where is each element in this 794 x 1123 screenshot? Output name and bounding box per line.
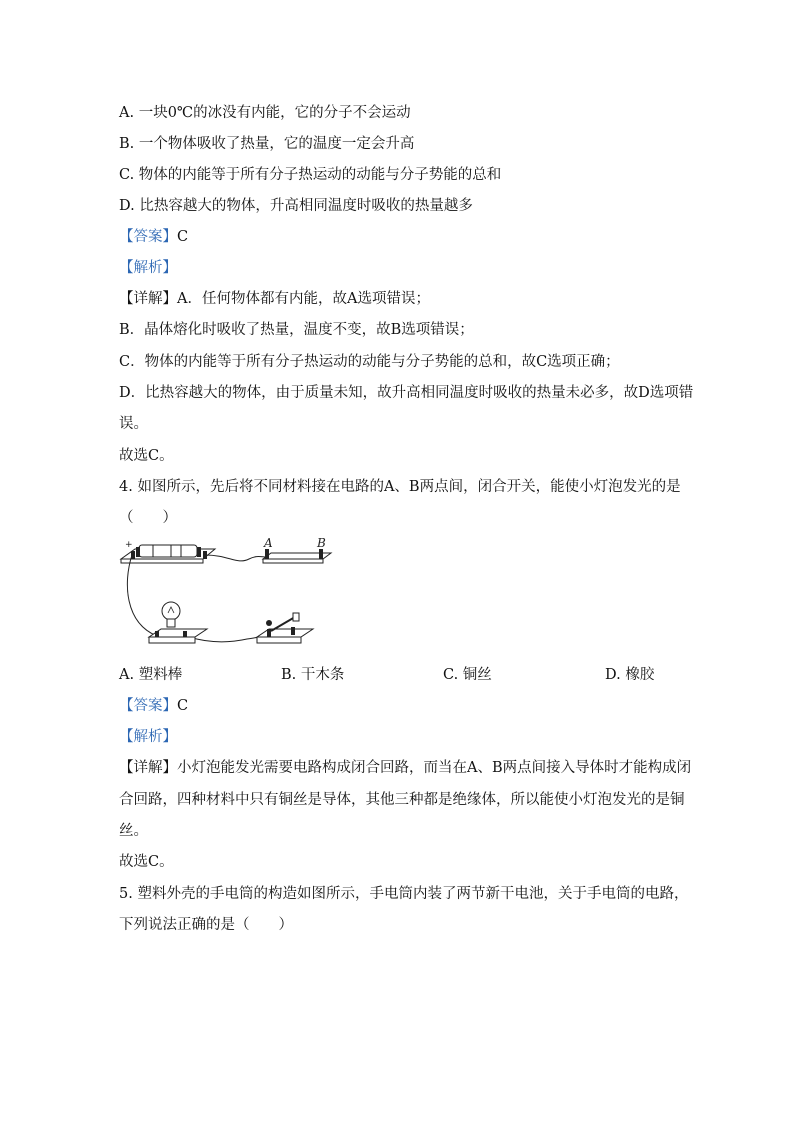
q3-analysis-tag: 【解析】 xyxy=(119,260,177,276)
q4-option-d: D. 橡胶 xyxy=(605,667,655,683)
answer-value: C xyxy=(177,229,189,245)
battery-board xyxy=(121,540,215,563)
q3-detail-line-4: D．比热容越大的物体，由于质量未知，故升高相同温度时吸收的热量未必多，故D选项错 xyxy=(119,385,694,401)
q4-option-a: A. 塑料棒 xyxy=(119,667,183,683)
wire-battery-lamp xyxy=(127,555,157,636)
q5-stem-line-1: 5. 塑料外壳的手电筒的构造如图所示，手电筒内装了两节新干电池，关于手电筒的电路， xyxy=(119,886,689,902)
q4-detail-line-3: 丝。 xyxy=(119,823,148,839)
q4-option-b: B. 干木条 xyxy=(281,667,345,683)
detail-text: 小灯泡能发光需要电路构成闭合回路，而当在A、B两点间接入导体时才能构成闭 xyxy=(177,760,692,776)
q4-detail-line-1 xyxy=(119,759,691,777)
q3-conclusion: 故选C。 xyxy=(119,448,174,464)
q4-detail-line-2: 合回路，四种材料中只有铜丝是导体，其他三种都是绝缘体，所以能使小灯泡发光的是铜 xyxy=(119,792,685,808)
q3-option-d: D. 比热容越大的物体，升高相同温度时吸收的热量越多 xyxy=(119,198,473,214)
q3-answer-line xyxy=(119,228,188,246)
q3-option-c: C. 物体的内能等于所有分子热运动的动能与分子势能的总和 xyxy=(119,167,502,183)
circuit-figure xyxy=(119,533,334,655)
q4-analysis-tag: 【解析】 xyxy=(119,729,177,745)
q3-detail-line-3: C．物体的内能等于所有分子热运动的动能与分子势能的总和，故C选项正确； xyxy=(119,354,620,370)
ab-board xyxy=(263,536,331,563)
q3-option-a: A. 一块0℃的冰没有内能，它的分子不会运动 xyxy=(119,105,411,121)
detail-tag: 【详解】 xyxy=(119,291,177,307)
label-a: A xyxy=(264,536,273,550)
q3-detail-line-1 xyxy=(119,290,430,308)
q4-stem-line-2: （ ） xyxy=(119,510,177,526)
q4-conclusion: 故选C。 xyxy=(119,854,174,870)
plus-sign: + xyxy=(125,540,133,550)
detail-text: A．任何物体都有内能，故A选项错误； xyxy=(177,291,430,307)
detail-tag: 【详解】 xyxy=(119,760,177,776)
switch-board xyxy=(257,613,313,643)
lamp-board xyxy=(149,602,207,643)
q4-answer-line xyxy=(119,697,188,715)
q3-detail-line-2: B．晶体熔化时吸收了热量，温度不变，故B选项错误； xyxy=(119,322,474,338)
label-b: B xyxy=(317,536,326,550)
q4-stem-line-1: 4. 如图所示，先后将不同材料接在电路的A、B两点间，闭合开关，能使小灯泡发光的是 xyxy=(119,479,681,495)
answer-value: C xyxy=(177,698,189,714)
q5-stem-line-2: 下列说法正确的是（ ） xyxy=(119,917,293,933)
answer-tag: 【答案】 xyxy=(119,229,177,245)
q3-detail-line-5: 误。 xyxy=(119,416,148,432)
q4-option-c: C. 铜丝 xyxy=(443,667,492,683)
wire-battery-ab xyxy=(205,555,267,561)
q3-option-b: B. 一个物体吸收了热量，它的温度一定会升高 xyxy=(119,136,415,152)
answer-tag: 【答案】 xyxy=(119,698,177,714)
